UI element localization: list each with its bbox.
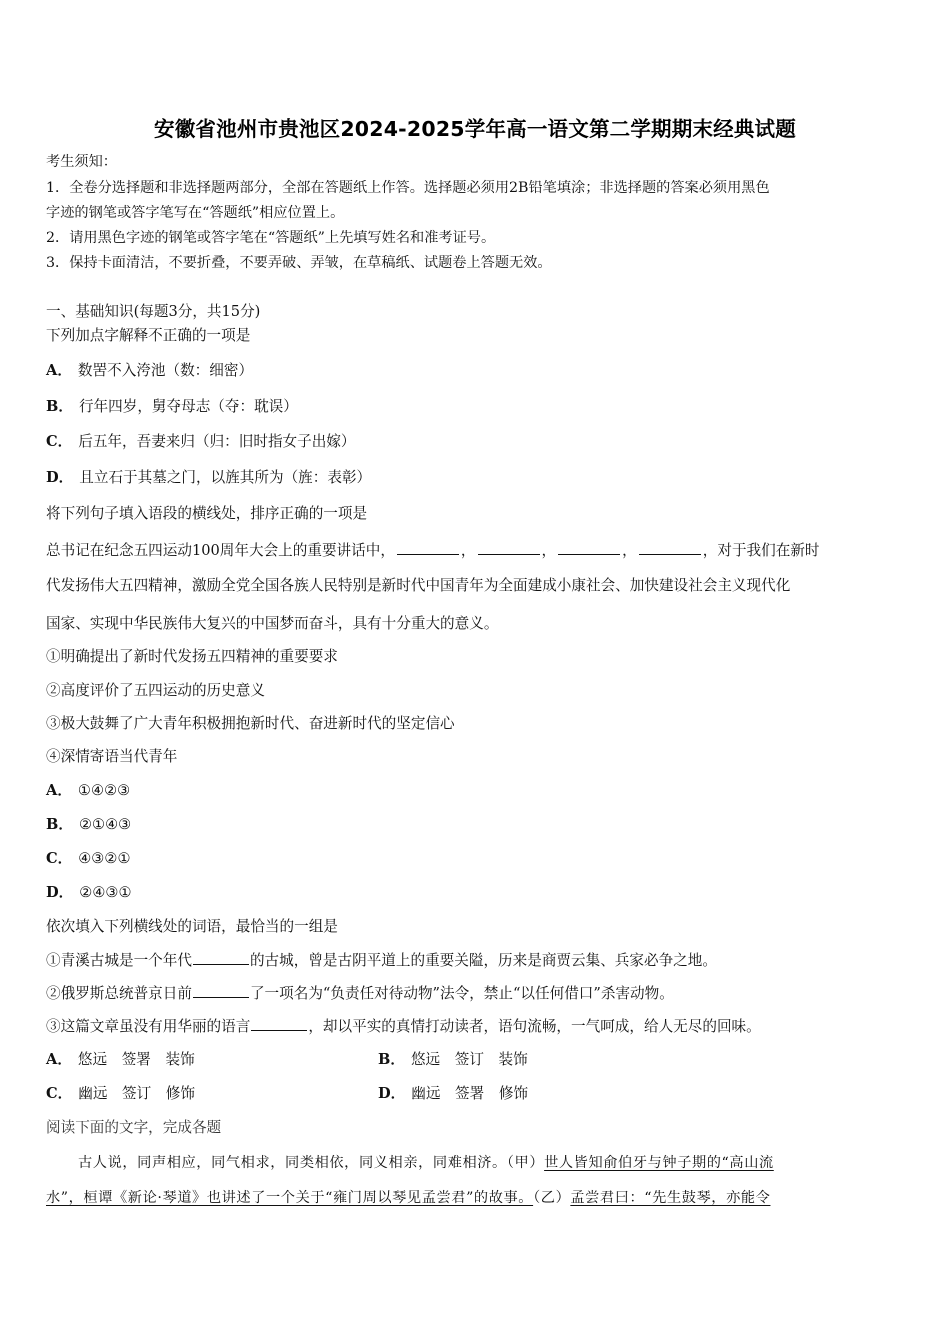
option-text: 且立石于其墓之门，以旌其所为（旌：表彰） bbox=[79, 469, 372, 486]
q3-option-b bbox=[378, 1050, 528, 1070]
reading-heading: 阅读下面的文字，完成各题 bbox=[46, 1119, 222, 1136]
section-heading: 一、基础知识(每题3分，共15分) bbox=[46, 303, 261, 320]
underlined-sentence-yi: 孟尝君曰：“先生鼓琴，亦能令 bbox=[570, 1190, 771, 1206]
q2-paragraph-line-1 bbox=[46, 540, 820, 561]
q1-stem: 下列加点字解释不正确的一项是 bbox=[46, 327, 251, 344]
marker-yi: （乙） bbox=[533, 1190, 571, 1206]
q2-option-b bbox=[46, 815, 131, 835]
q3-option-c bbox=[46, 1084, 195, 1104]
q1-option-b bbox=[46, 397, 298, 417]
q3-sentence-3 bbox=[46, 1016, 761, 1037]
q2-item-1: ①明确提出了新时代发扬五四精神的重要要求 bbox=[46, 648, 338, 665]
q2-item-2: ②高度评价了五四运动的历史意义 bbox=[46, 682, 265, 699]
passage-text: 古人说，同声相应，同气相求，同类相依，同义相亲，同难相济。（甲） bbox=[78, 1155, 545, 1171]
option-label: D． bbox=[46, 469, 74, 486]
q1-option-a bbox=[46, 361, 253, 381]
answer-blank bbox=[478, 540, 540, 555]
option-text: 幽远 签署 修饰 bbox=[411, 1085, 529, 1102]
q2-stem: 将下列句子填入语段的横线处，排序正确的一项是 bbox=[46, 505, 368, 522]
q3-sentence-1-end: 的古城，曾是古阴平道上的重要关隘，历来是商贾云集、兵家必争之地。 bbox=[249, 952, 717, 969]
q3-option-d bbox=[378, 1084, 528, 1104]
q3-option-a bbox=[46, 1050, 195, 1070]
reading-passage-line-2 bbox=[46, 1188, 770, 1208]
option-text: 后五年，吾妻来归（归：旧时指女子出嫁） bbox=[78, 433, 356, 450]
option-label: A． bbox=[46, 362, 72, 379]
q3-sentence-2 bbox=[46, 983, 674, 1004]
option-text: 幽远 签订 修饰 bbox=[78, 1085, 195, 1102]
q2-paragraph-line-2: 代发扬伟大五四精神，激励全党全国各族人民特别是新时代中国青年为全面建成小康社会、加快建设社会主义现代化 bbox=[46, 577, 791, 594]
page-title: 安徽省池州市贵池区2024-2025学年高一语文第二学期期末经典试题 bbox=[154, 117, 796, 141]
q3-sentence-3-end: ，却以平实的真情打动读者，语句流畅，一气呵成，给人无尽的回味。 bbox=[308, 1018, 761, 1035]
option-text: 行年四岁，舅夺母志（夺：耽误） bbox=[78, 398, 298, 415]
notice-item-1a: 1．全卷分选择题和非选择题两部分，全部在答题纸上作答。选择题必须用2B铅笔填涂；非选择题的答案必须用黑色 bbox=[46, 180, 770, 196]
notice-item-2: 2．请用黑色字迹的钢笔或答字笔在“答题纸”上先填写姓名和准考证号。 bbox=[46, 230, 496, 246]
notice-heading: 考生须知： bbox=[46, 154, 117, 170]
separator: ， bbox=[622, 542, 637, 559]
option-text: 数罟不入洿池（数：细密） bbox=[77, 362, 254, 379]
option-text: ①④②③ bbox=[77, 782, 131, 799]
option-text: ④③②① bbox=[78, 850, 131, 867]
option-label: A． bbox=[46, 1051, 72, 1068]
option-label: D． bbox=[378, 1085, 406, 1102]
option-label: D． bbox=[46, 884, 74, 901]
q2-item-3: ③极大鼓舞了广大青年积极拥抱新时代、奋进新时代的坚定信心 bbox=[46, 715, 455, 732]
q3-sentence-1 bbox=[46, 950, 717, 971]
separator: ， bbox=[541, 542, 557, 559]
option-label: B． bbox=[46, 816, 73, 833]
q2-option-a bbox=[46, 781, 130, 801]
answer-blank bbox=[558, 540, 620, 555]
q1-option-c bbox=[46, 432, 356, 452]
option-label: B． bbox=[46, 398, 73, 415]
q3-sentence-3-start: ③这篇文章虽没有用华丽的语言 bbox=[46, 1018, 251, 1035]
answer-blank bbox=[251, 1016, 307, 1031]
answer-blank bbox=[193, 983, 249, 998]
option-label: C． bbox=[46, 1085, 73, 1102]
option-label: C． bbox=[46, 433, 73, 450]
notice-item-1b: 字迹的钢笔或答字笔写在“答题纸”相应位置上。 bbox=[46, 205, 345, 221]
q3-stem: 依次填入下列横线处的词语，最恰当的一组是 bbox=[46, 918, 338, 935]
q2-paragraph-line-3: 国家、实现中华民族伟大复兴的中国梦而奋斗，具有十分重大的意义。 bbox=[46, 615, 499, 632]
answer-blank bbox=[397, 540, 459, 555]
q2-option-c bbox=[46, 849, 131, 869]
q2-paragraph-start: 总书记在纪念五四运动100周年大会上的重要讲话中， bbox=[46, 542, 395, 559]
option-label: C． bbox=[46, 850, 73, 867]
answer-blank bbox=[193, 950, 249, 965]
answer-blank bbox=[639, 540, 701, 555]
q3-sentence-2-start: ②俄罗斯总统普京日前 bbox=[46, 985, 192, 1002]
option-text: ②①④③ bbox=[78, 816, 132, 833]
separator: ， bbox=[460, 542, 476, 559]
option-text: 悠远 签署 装饰 bbox=[77, 1051, 195, 1068]
option-label: A． bbox=[46, 782, 72, 799]
q3-sentence-1-start: ①青溪古城是一个年代 bbox=[46, 952, 192, 969]
option-text: ②④③① bbox=[79, 884, 132, 901]
q3-sentence-2-end: 了一项名为“负责任对待动物”法令，禁止“以任何借口”杀害动物。 bbox=[249, 985, 674, 1002]
underlined-sentence-jia-cont: 水”，桓谭《新论·琴道》也讲述了一个关于“雍门周以琴见孟尝君”的故事。 bbox=[46, 1190, 534, 1206]
reading-passage-line-1 bbox=[78, 1153, 774, 1173]
option-label: B． bbox=[378, 1051, 405, 1068]
q2-item-4: ④深情寄语当代青年 bbox=[46, 748, 178, 765]
q1-option-d bbox=[46, 468, 371, 488]
notice-item-3: 3．保持卡面清洁，不要折叠，不要弄破、弄皱，在草稿纸、试题卷上答题无效。 bbox=[46, 255, 552, 271]
q2-option-d bbox=[46, 883, 132, 903]
underlined-sentence-jia: 世人皆知俞伯牙与钟子期的“高山流 bbox=[544, 1155, 774, 1171]
q2-paragraph-end: ，对于我们在新时 bbox=[702, 542, 820, 559]
option-text: 悠远 签订 装饰 bbox=[410, 1051, 528, 1068]
